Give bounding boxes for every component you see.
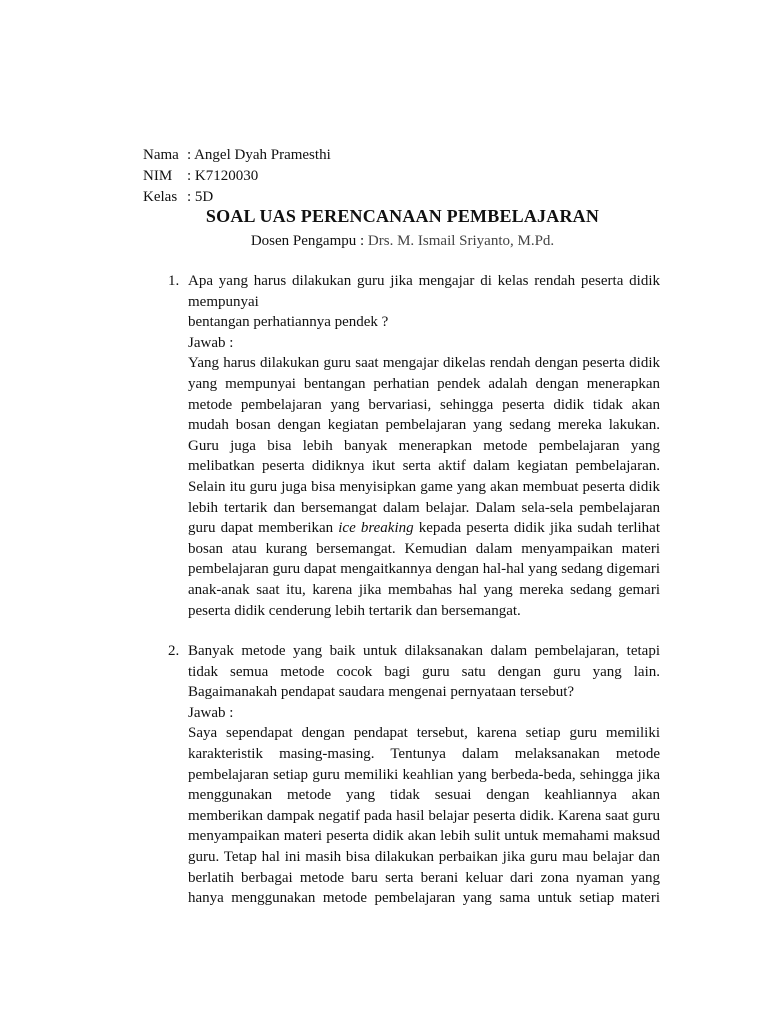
question-line: mempunyai: [188, 293, 259, 310]
nim-row: [143, 166, 331, 187]
answer-line: Yang harus dilakukan guru saat mengajar dikelas rendah dengan peserta didik: [188, 355, 660, 372]
answer-text-segment: kepada peserta didik jika sudah terlihat: [413, 520, 661, 537]
answer-line: hanya menggunakan metode pembelajaran yang sama untuk setiap materi: [188, 890, 660, 907]
answer-line: peserta didik cenderung lebih tertarik dan bersemangat.: [188, 602, 521, 619]
question-item-2: [143, 641, 660, 909]
answer-text: [188, 723, 660, 908]
answer-line: Saya sependapat dengan pendapat tersebut, karena setiap guru memiliki: [188, 725, 660, 742]
question-text: [188, 271, 660, 333]
question-number: 1.: [168, 273, 180, 289]
answer-line: yang mempunyai bentangan perhatian pendek adalah dengan menerapkan: [188, 375, 660, 392]
answer-line: berlatih berbagai metode baru serta berani keluar dari zona nyaman yang: [188, 869, 660, 886]
answer-line: Selain itu guru juga bisa menyisipkan game yang akan membuat peserta didik: [188, 478, 660, 495]
answer-line: melibatkan peserta didiknya ikut serta aktif dalam kegiatan pembelajaran.: [188, 458, 660, 475]
name-label: Nama: [143, 147, 179, 163]
answer-line: pembelajaran setiap guru memiliki keahlian yang berbeda-beda, sehingga jika: [188, 766, 660, 783]
answer-line: [188, 518, 660, 539]
question-line: Bagaimanakah pendapat saudara mengenai pernyataan tersebut?: [188, 684, 575, 701]
answer-line: memberikan dampak negatif pada hasil belajar peserta didik. Karena saat guru: [188, 807, 660, 824]
question-number: 2.: [168, 643, 180, 660]
question-item-1: [143, 271, 660, 621]
lecturer-line: [0, 233, 768, 250]
lecturer-name: Drs. M. Ismail Sriyanto, M.Pd.: [367, 233, 555, 249]
answer-label: Jawab :: [188, 704, 234, 721]
class-row: [143, 187, 331, 208]
question-line: tidak semua metode cocok bagi guru satu dengan guru yang lain.: [188, 663, 660, 680]
answer-line: mudah bosan dengan kegiatan pembelajaran yang sedang mereka lakukan.: [188, 417, 660, 434]
question-text: [188, 641, 660, 703]
answer-line: menyampaikan materi peserta didik akan lebih sulit untuk memahami maksud: [188, 828, 660, 845]
question-list: [143, 271, 660, 909]
italic-term: ice breaking: [338, 520, 414, 537]
lecturer-label: Dosen Pengampu :: [250, 233, 365, 249]
answer-text-segment: guru dapat memberikan: [188, 520, 339, 537]
answer-label: Jawab :: [188, 334, 234, 351]
nim-value: : K7120030: [187, 168, 259, 184]
answer-line: Guru juga bisa lebih banyak menerapkan metode pembelajaran yang: [188, 437, 660, 454]
answer-line: guru. Tetap hal ini masih bisa dilakukan perbaikan jika guru mau belajar dan: [188, 849, 660, 866]
answer-line: bosan atau kurang bersemangat. Kemudian dalam menyampaikan materi: [188, 540, 660, 557]
answer-line: lebih tertarik dan bersemangat dalam belajar. Dalam sela-sela pembelajaran: [188, 499, 660, 516]
name-value: : Angel Dyah Pramesthi: [187, 147, 331, 163]
question-line: bentangan perhatiannya pendek ?: [188, 314, 389, 331]
answer-text: [188, 353, 660, 621]
answer-line: menggunakan metode yang tidak sesuai dengan keahliannya akan: [188, 787, 660, 804]
class-label: Kelas: [143, 189, 178, 205]
answer-line: anak-anak saat itu, karena jika membahas hal yang mereka sedang gemari: [188, 581, 660, 598]
student-identity: [143, 145, 331, 208]
answer-line: metode pembelajaran yang bervariasi, sehingga peserta didik tidak akan: [188, 396, 660, 413]
question-line: Banyak metode yang baik untuk dilaksanakan dalam pembelajaran, tetapi: [188, 643, 660, 660]
nim-label: NIM: [143, 168, 173, 184]
class-value: : 5D: [187, 189, 214, 205]
answer-line: pembelajaran guru dapat mengaitkannya dengan hal-hal yang sedang digemari: [188, 561, 660, 578]
answer-line: karakteristik masing-masing. Tentunya dalam melaksanakan metode: [188, 746, 660, 763]
document-title: SOAL UAS PERENCANAAN PEMBELAJARAN: [205, 206, 600, 226]
question-line: Apa yang harus dilakukan guru jika mengajar di kelas rendah peserta didik: [188, 273, 660, 289]
name-row: [143, 145, 331, 166]
